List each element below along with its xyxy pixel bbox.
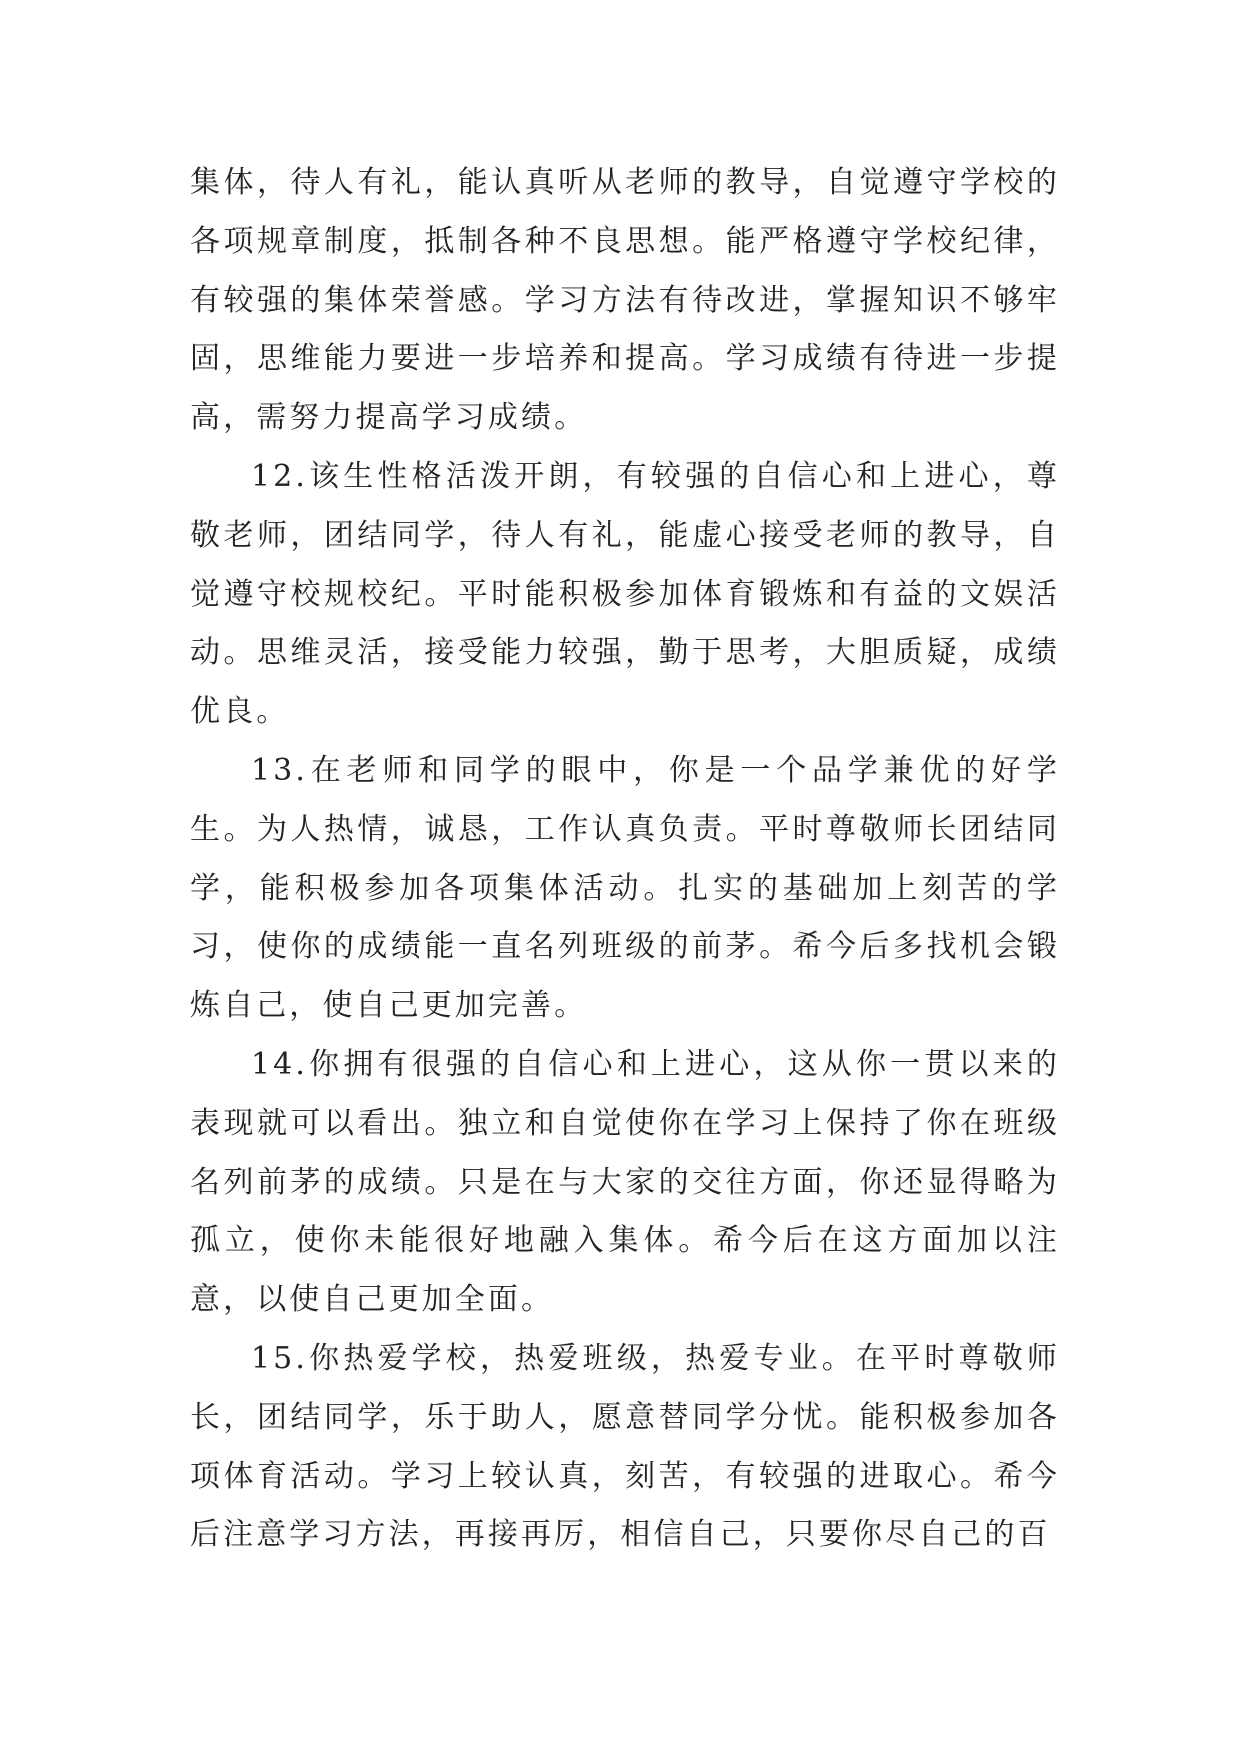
paragraph-14: 14.你拥有很强的自信心和上进心，这从你一贯以来的表现就可以看出。独立和自觉使你在学习上保持了你在班级名列前茅的成绩。只是在与大家的交往方面，你还显得略为孤立，使你未能很好地融入集体。希今后在这方面加以注意，以使自己更加全面。: [190, 1046, 1060, 1318]
paragraph-continued: 集体，待人有礼，能认真听从老师的教导，自觉遵守学校的各项规章制度，抵制各种不良思想。能严格遵守学校纪律，有较强的集体荣誉感。学习方法有待改进，掌握知识不够牢固，思维能力要进一步培养和提高。学习成绩有待进一步提高，需努力提高学习成绩。: [190, 165, 1060, 436]
paragraph-13: 13.在老师和同学的眼中，你是一个品学兼优的好学生。为人热情，诚恳，工作认真负责。平时尊敬师长团结同学，能积极参加各项集体活动。扎实的基础加上刻苦的学习，使你的成绩能一直名列班级的前茅。希今后多找机会锻炼自己，使自己更加完善。: [190, 752, 1060, 1024]
paragraph-12: 12.该生性格活泼开朗，有较强的自信心和上进心，尊敬老师，团结同学，待人有礼，能虚心接受老师的教导，自觉遵守校规校纪。平时能积极参加体育锻炼和有益的文娱活动。思维灵活，接受能力较强，勤于思考，大胆质疑，成绩优良。: [190, 458, 1060, 730]
paragraph-15: 15.你热爱学校，热爱班级，热爱专业。在平时尊敬师长，团结同学，乐于助人，愿意替同学分忧。能积极参加各项体育活动。学习上较认真，刻苦，有较强的进取心。希今后注意学习方法，再接再厉，相信自己，只要你尽自己的百: [190, 1340, 1060, 1553]
document-body: [190, 154, 1060, 1565]
